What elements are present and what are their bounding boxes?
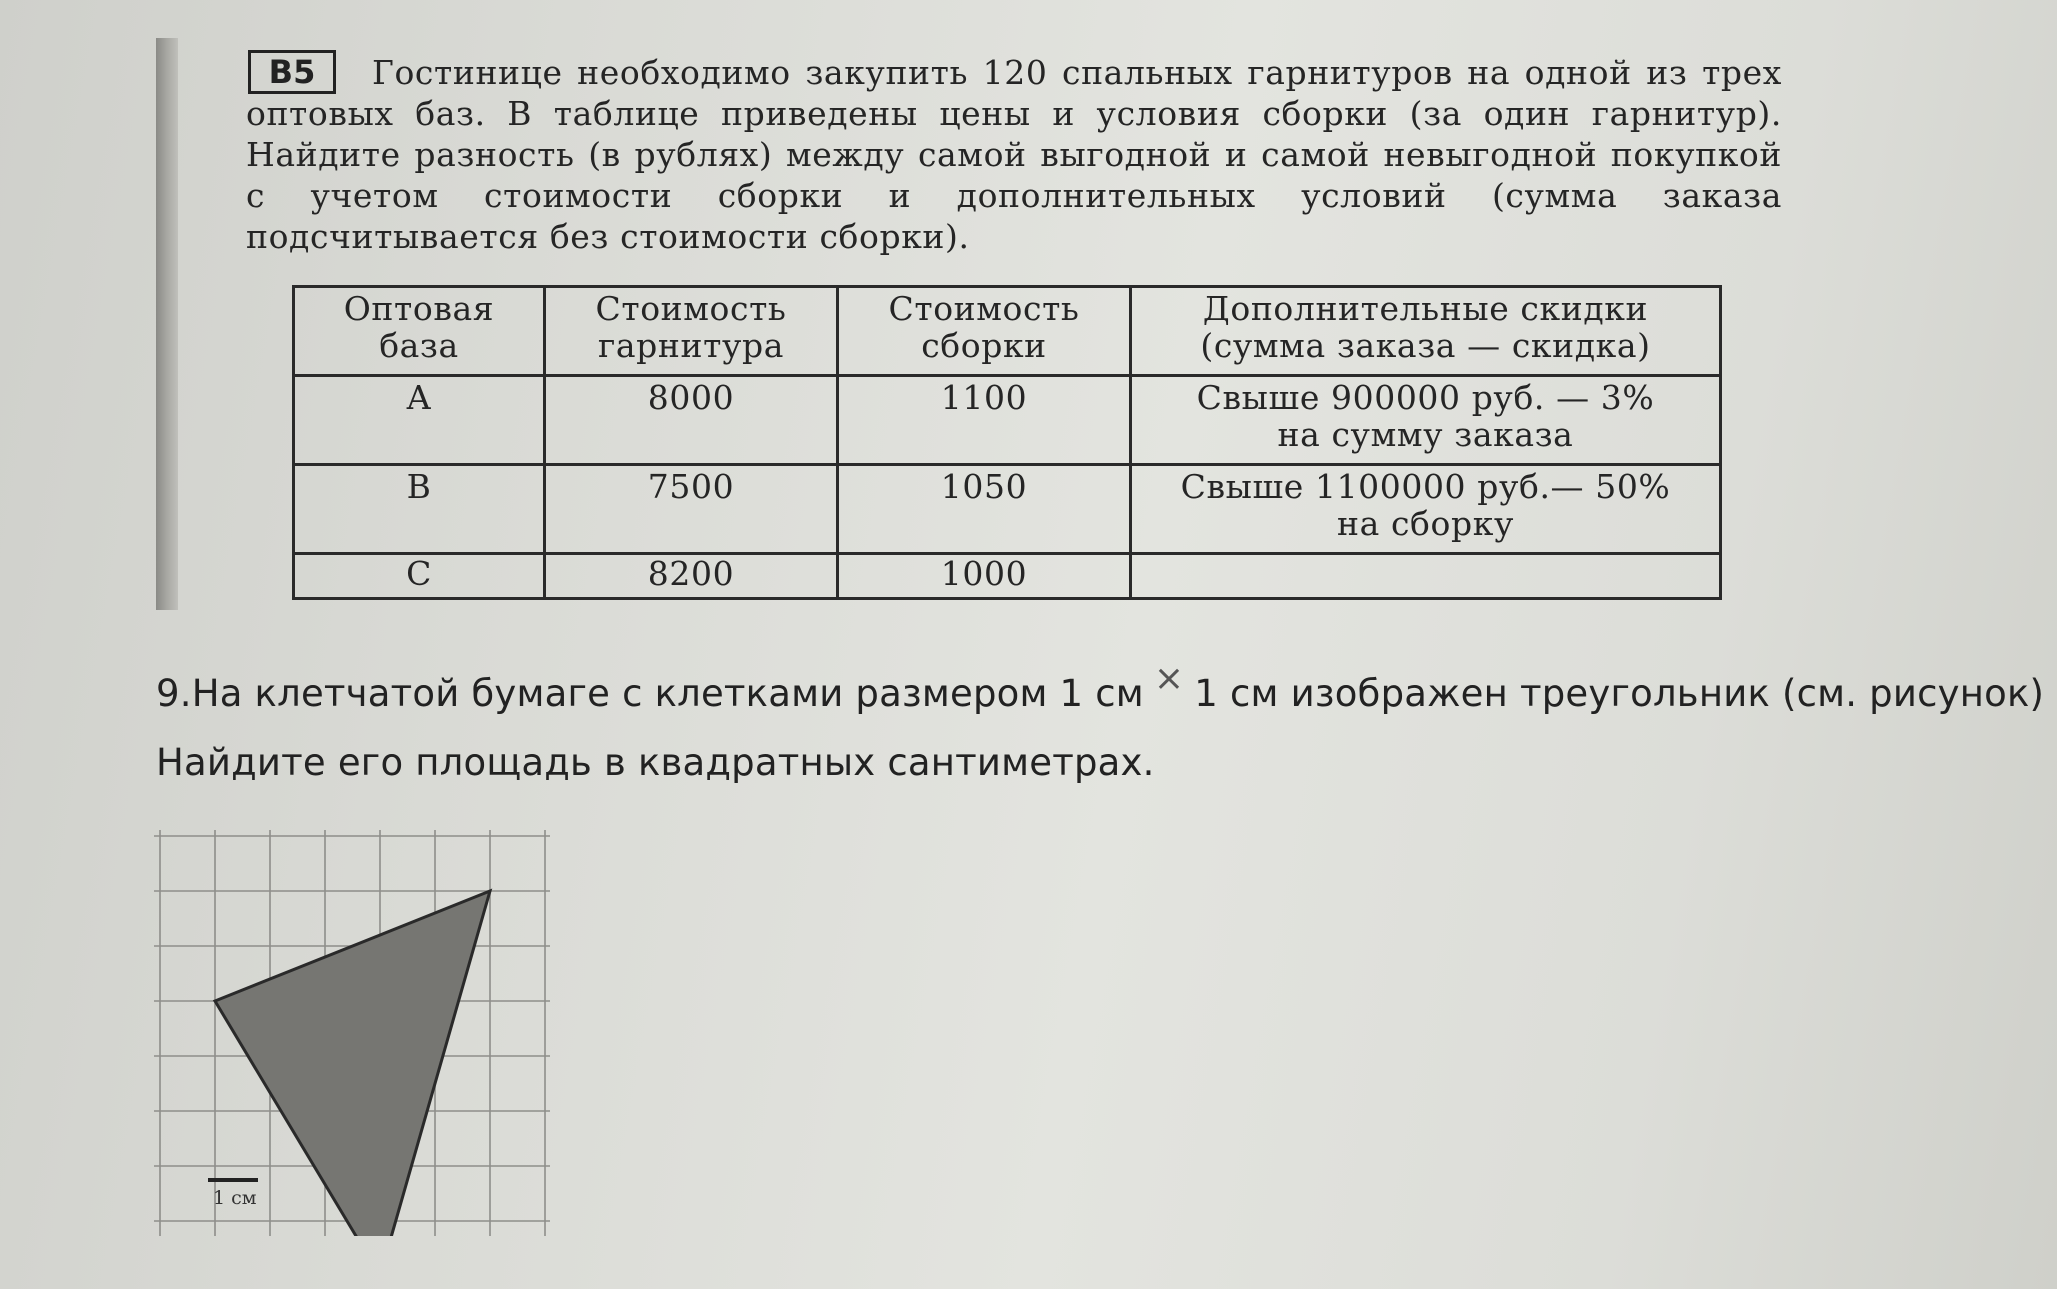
cell-set-cost: 7500 bbox=[545, 465, 838, 554]
cell-discount: Свыше 1100000 руб.— 50% на сборку bbox=[1131, 465, 1721, 554]
section-margin-bar bbox=[156, 38, 178, 610]
cell-assembly-cost: 1000 bbox=[838, 554, 1131, 599]
header-set-cost: Стоимость гарнитура bbox=[545, 287, 838, 376]
cell-base: C bbox=[294, 554, 545, 599]
cell-assembly-cost: 1050 bbox=[838, 465, 1131, 554]
scale-label: 1 см bbox=[213, 1187, 257, 1209]
problem-b5-text: Гостинице необходимо закупить 120 спальных гарнитуров на одной из трех оптовых баз. В таблице приведены цены и условия сборки (за один гарнитур). Найдите разность (в рублях) между самой выгодной и самой невыгодной покупкой с учетом стоимости сборки и дополнительных условий (сумма заказа подсчитывается без стоимости сборки). bbox=[246, 53, 1782, 256]
cell-base: B bbox=[294, 465, 545, 554]
table-row bbox=[294, 465, 1721, 554]
wholesale-price-table bbox=[292, 285, 1722, 600]
problem-9-text bbox=[156, 660, 2056, 797]
table-header-row bbox=[294, 287, 1721, 376]
cell-base: A bbox=[294, 376, 545, 465]
problem-9-line-2: Найдите его площадь в квадратных сантиметрах. bbox=[156, 741, 1155, 784]
cell-assembly-cost: 1100 bbox=[838, 376, 1131, 465]
grid-triangle-figure bbox=[150, 826, 550, 1236]
cell-discount bbox=[1131, 554, 1721, 599]
problem-9-line-1: 9.На клетчатой бумаге с клетками размером 1 см × 1 см изображен треугольник (см. рисунок) bbox=[156, 660, 2056, 729]
header-assembly-cost: Стоимость сборки bbox=[838, 287, 1131, 376]
times-icon: × bbox=[1153, 658, 1185, 699]
cell-discount: Свыше 900000 руб. — 3% на сумму заказа bbox=[1131, 376, 1721, 465]
header-discounts: Дополнительные скидки (сумма заказа — скидка) bbox=[1131, 287, 1721, 376]
cell-set-cost: 8000 bbox=[545, 376, 838, 465]
triangle bbox=[215, 891, 490, 1236]
table-row bbox=[294, 376, 1721, 465]
scale-bar bbox=[208, 1178, 258, 1182]
table-row bbox=[294, 554, 1721, 599]
problem-b5-badge: B5 bbox=[248, 50, 336, 94]
header-base: Оптовая база bbox=[294, 287, 545, 376]
cell-set-cost: 8200 bbox=[545, 554, 838, 599]
